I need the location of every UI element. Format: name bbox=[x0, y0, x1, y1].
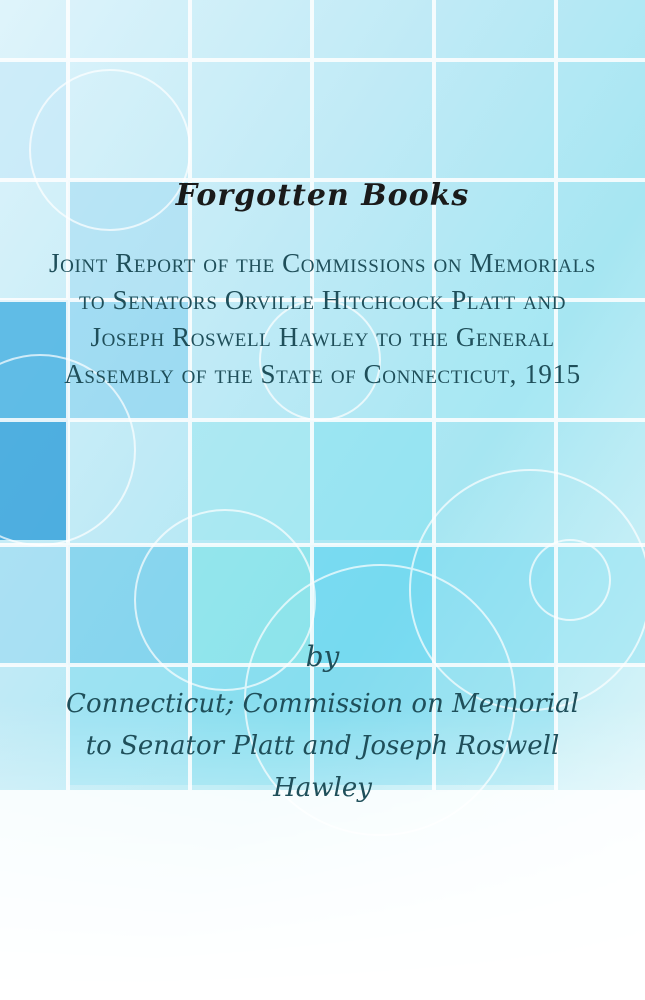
book-author: Connecticut; Commission on Memorial to Senator Platt and Joseph Roswell Hawley bbox=[66, 689, 579, 803]
publisher-logo: Forgotten Books bbox=[175, 178, 470, 213]
by-label: by bbox=[305, 640, 340, 673]
book-title: Joint Report of the Commissions on Memorials to Senators Orville Hitchcock Platt and Joseph Roswell Hawley to the General Assembly of the State of Connecticut, 1915 bbox=[49, 248, 596, 389]
